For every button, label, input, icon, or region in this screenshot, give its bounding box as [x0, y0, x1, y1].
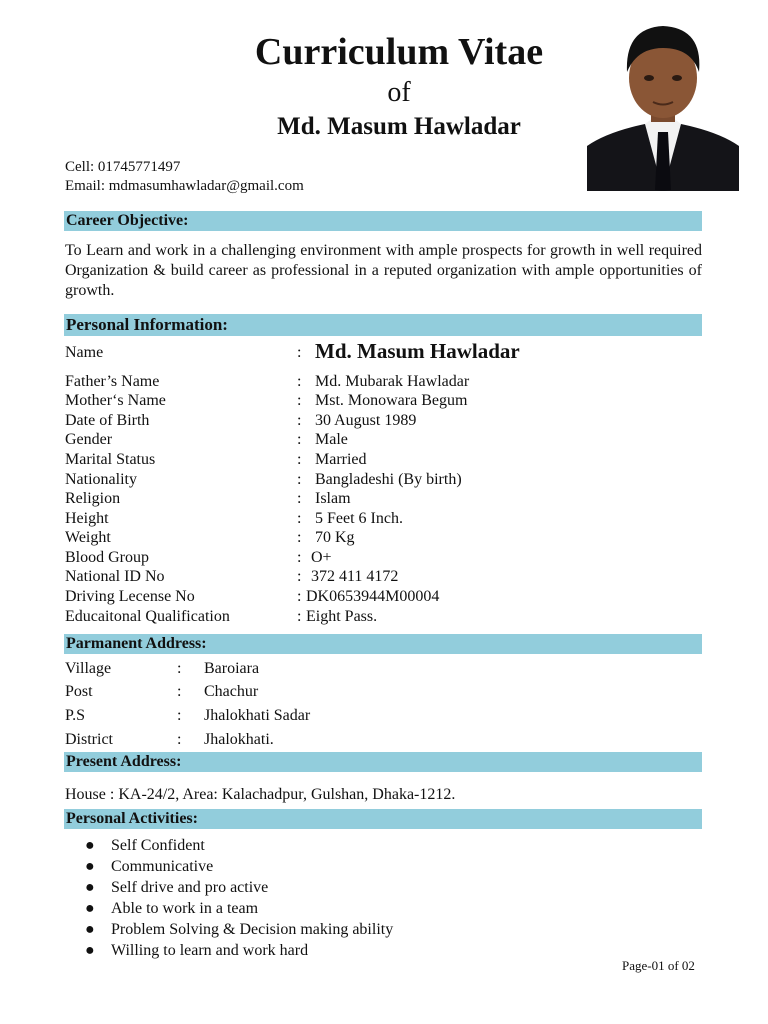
field-label: National ID No — [65, 568, 165, 585]
list-item — [85, 940, 393, 961]
address-label: Post — [65, 683, 93, 700]
field-value: Islam — [315, 490, 351, 507]
field-value: Married — [315, 451, 367, 468]
cell-number: Cell: 01745771497 — [65, 159, 181, 175]
bullet-icon: ● — [85, 942, 95, 959]
field-value: 372 411 4172 — [311, 568, 399, 585]
field-value: Bangladeshi (By birth) — [315, 471, 462, 488]
field-colon: : — [297, 373, 302, 390]
bullet-icon: ● — [85, 879, 95, 896]
field-value: Eight Pass. — [306, 608, 378, 625]
field-label-name: Name — [65, 344, 104, 361]
field-value-name: Md. Masum Hawladar — [315, 339, 520, 363]
profile-photo — [587, 14, 739, 191]
section-present-address: Present Address: — [64, 752, 702, 772]
career-objective-text: To Learn and work in a challenging environment with ample prospects for growth in well required Organization & build career as professional in a reputed organization with ample opportunities of growth. — [65, 242, 702, 299]
list-item — [85, 919, 393, 940]
field-label: Religion — [65, 490, 121, 507]
cv-title: Curriculum Vitae — [254, 31, 544, 73]
field-colon: : — [297, 529, 302, 546]
list-item — [85, 877, 393, 898]
field-label: Blood Group — [65, 549, 149, 566]
field-label: Height — [65, 510, 109, 527]
field-value: 30 August 1989 — [315, 412, 417, 429]
address-value: Chachur — [204, 683, 259, 700]
address-label: Village — [65, 660, 112, 677]
field-colon: : — [297, 588, 302, 605]
activity-text: Communicative — [111, 858, 214, 875]
section-career-objective: Career Objective: — [64, 211, 702, 231]
activity-text: Self Confident — [111, 837, 205, 854]
field-label: Driving Lecense No — [65, 588, 195, 605]
address-colon: : — [177, 707, 182, 724]
field-label: Mother‘s Name — [65, 392, 166, 409]
field-colon: : — [297, 412, 302, 429]
address-value: Baroiara — [204, 660, 260, 677]
field-colon: : — [297, 392, 302, 409]
field-label: Gender — [65, 431, 113, 448]
bullet-icon: ● — [85, 837, 95, 854]
field-value: O+ — [311, 549, 332, 566]
address-colon: : — [177, 660, 182, 677]
email-address: Email: mdmasumhawladar@gmail.com — [65, 178, 304, 194]
field-colon: : — [297, 471, 302, 488]
activity-text: Self drive and pro active — [111, 879, 269, 896]
field-value: Male — [315, 431, 348, 448]
section-permanent-address: Parmanent Address: — [64, 634, 702, 654]
field-colon: : — [297, 344, 302, 361]
field-label: Nationality — [65, 471, 137, 488]
field-value: DK0653944M00004 — [306, 588, 440, 605]
address-label: P.S — [65, 707, 86, 724]
bullet-icon: ● — [85, 858, 95, 875]
address-label: District — [65, 731, 113, 748]
bullet-icon: ● — [85, 900, 95, 917]
field-colon: : — [297, 451, 302, 468]
list-item — [85, 856, 393, 877]
field-value: 5 Feet 6 Inch. — [315, 510, 403, 527]
cv-of: of — [387, 77, 411, 108]
field-label: Weight — [65, 529, 111, 546]
field-value: Mst. Monowara Begum — [315, 392, 468, 409]
field-colon: : — [297, 549, 302, 566]
section-personal-information: Personal Information: — [64, 314, 702, 336]
field-label: Date of Birth — [65, 412, 150, 429]
address-colon: : — [177, 731, 182, 748]
field-colon: : — [297, 431, 302, 448]
address-value: Jhalokhati. — [204, 731, 274, 748]
page-number: Page-01 of 02 — [622, 958, 695, 973]
field-colon: : — [297, 608, 302, 625]
field-label: Marital Status — [65, 451, 156, 468]
activity-text: Problem Solving & Decision making ability — [111, 921, 394, 938]
present-address-text: House : KA-24/2, Area: Kalachadpur, Gulshan, Dhaka-1212. — [65, 786, 456, 803]
list-item — [85, 898, 393, 919]
field-value: 70 Kg — [315, 529, 355, 546]
section-personal-activities: Personal Activities: — [64, 809, 702, 829]
bullet-icon: ● — [85, 921, 95, 938]
field-colon: : — [297, 510, 302, 527]
field-colon: : — [297, 490, 302, 507]
address-value: Jhalokhati Sadar — [204, 707, 311, 724]
field-colon: : — [297, 568, 302, 585]
list-item — [85, 835, 393, 856]
field-label: Educaitonal Qualification — [65, 608, 230, 625]
address-colon: : — [177, 683, 182, 700]
activity-text: Willing to learn and work hard — [111, 942, 309, 959]
field-label: Father’s Name — [65, 373, 160, 390]
field-value: Md. Mubarak Hawladar — [315, 373, 470, 390]
activity-text: Able to work in a team — [111, 900, 259, 917]
activities-list — [85, 835, 393, 961]
cv-name: Md. Masum Hawladar — [277, 113, 521, 140]
